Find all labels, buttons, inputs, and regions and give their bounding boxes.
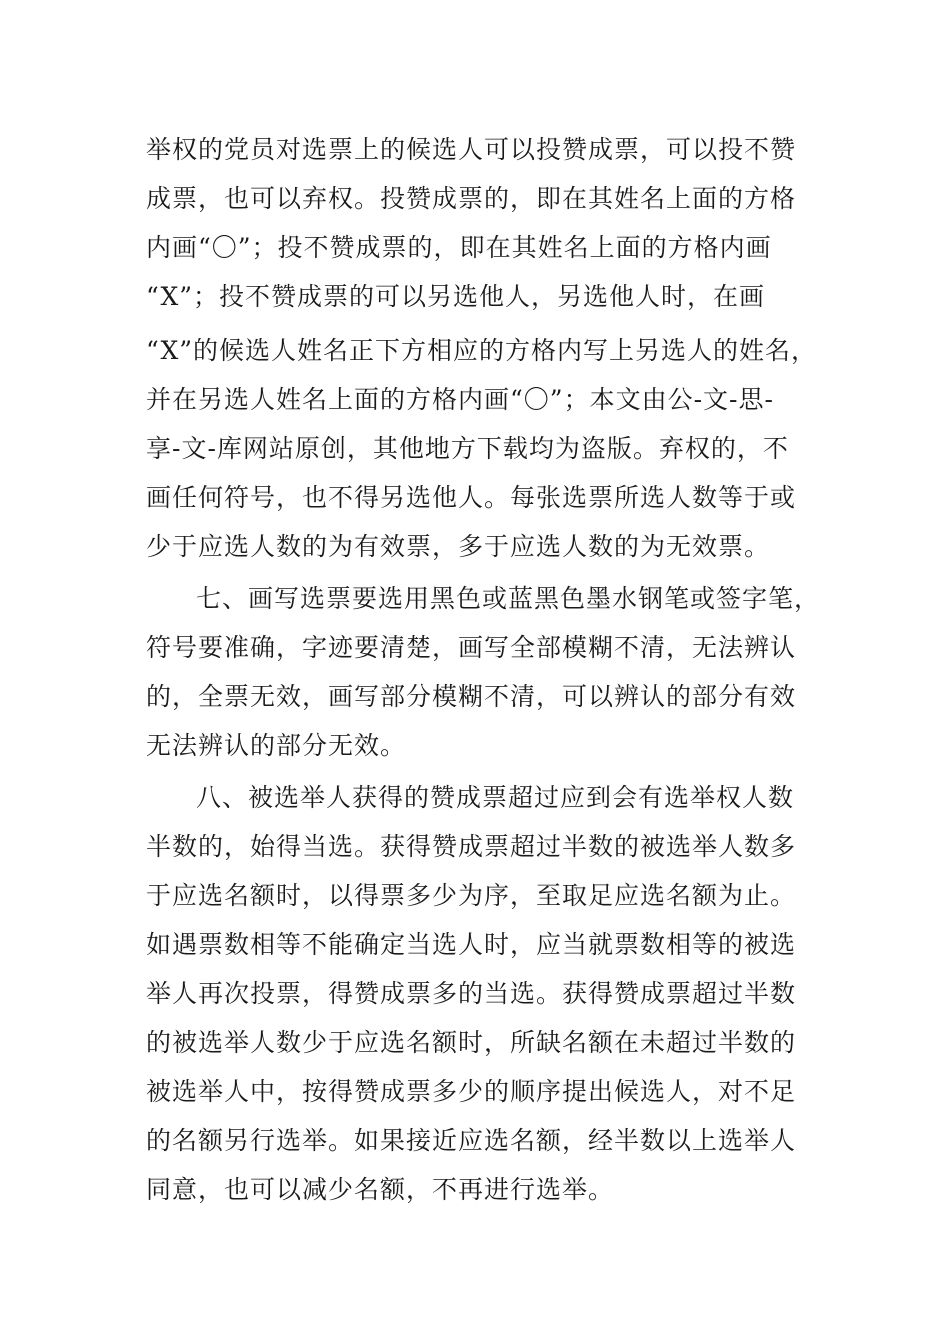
- text-line: “X”；投不赞成票的可以另选他人，另选他人时，在画: [146, 282, 766, 311]
- paragraph-eight-first-line: 八、被选举人获得的赞成票超过应到会有选举权人数: [196, 783, 795, 812]
- text-line: 内画“〇”；投不赞成票的，即在其姓名上面的方格内画: [146, 233, 772, 262]
- text-line: 如遇票数相等不能确定当选人时，应当就票数相等的被选: [146, 930, 797, 959]
- text-line: 举人再次投票，得赞成票多的当选。获得赞成票超过半数: [146, 979, 797, 1008]
- text-line: 举权的党员对选票上的候选人可以投赞成票，可以投不赞: [146, 135, 797, 164]
- text-line: 享-文-库网站原创，其他地方下载均为盗版。弃权的，不: [146, 434, 789, 463]
- text-line: 画任何符号，也不得另选他人。每张选票所选人数等于或: [146, 483, 797, 512]
- text-line: 于应选名额时，以得票多少为序，至取足应选名额为止。: [146, 881, 797, 910]
- text-line: 少于应选人数的为有效票，多于应选人数的为无效票。: [146, 532, 771, 561]
- paragraph-seven-first-line: 七、画写选票要选用黑色或蓝黑色墨水钢笔或签字笔，: [196, 584, 821, 613]
- text-line: 的，全票无效，画写部分模糊不清，可以辨认的部分有效: [146, 682, 797, 711]
- text-line: 的被选举人数少于应选名额时，所缺名额在未超过半数的: [146, 1028, 797, 1057]
- text-line: 的名额另行选举。如果接近应选名额，经半数以上选举人: [146, 1126, 797, 1155]
- text-line: 成票，也可以弃权。投赞成票的，即在其姓名上面的方格: [146, 184, 797, 213]
- text-line: 并在另选人姓名上面的方格内画“〇”；本文由公-文-思-: [146, 385, 774, 414]
- text-line: 半数的，始得当选。获得赞成票超过半数的被选举人数多: [146, 832, 797, 861]
- text-line: 被选举人中，按得赞成票多少的顺序提出候选人，对不足: [146, 1077, 797, 1106]
- text-line: 无法辨认的部分无效。: [146, 731, 407, 760]
- text-line: “X”的候选人姓名正下方相应的方格内写上另选人的姓名，: [146, 336, 818, 365]
- text-line: 同意，也可以减少名额，不再进行选举。: [146, 1175, 615, 1204]
- text-line: 符号要准确，字迹要清楚，画写全部模糊不清，无法辨认: [146, 633, 797, 662]
